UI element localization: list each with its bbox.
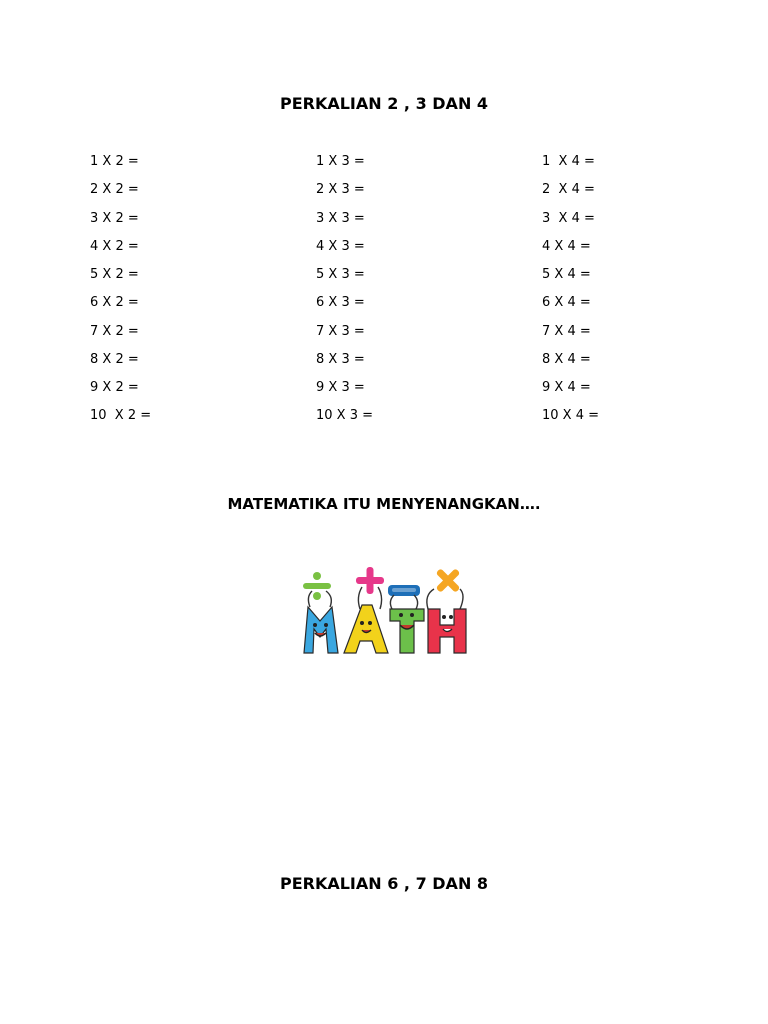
divide-symbol-icon: [303, 572, 331, 600]
equation-row: 2 X 4 =: [542, 182, 595, 198]
equation-row: 8 X 4 =: [542, 351, 591, 367]
equation-row: 5 X 4 =: [542, 267, 591, 282]
section-subtitle: MATEMATIKA ITU MENYENANGKAN….: [227, 495, 541, 513]
page-title: PERKALIAN 2 , 3 DAN 4: [279, 94, 489, 113]
equation-row: 7 X 4 =: [542, 323, 591, 339]
letter-m-icon: [304, 607, 338, 653]
equation-row: 1 X 2 =: [90, 154, 139, 169]
equation-row: 3 X 4 =: [542, 210, 595, 226]
equation-row: 5 X 2 =: [90, 267, 139, 282]
equation-row: 9 X 4 =: [542, 380, 591, 395]
multiplication-column-2: [90, 154, 151, 437]
section-title: PERKALIAN 6 , 7 DAN 8: [279, 874, 489, 893]
equation-row: 3 X 2 =: [90, 210, 139, 226]
equation-row: 4 X 2 =: [90, 238, 139, 254]
equation-row: 7 X 2 =: [90, 323, 139, 339]
multiplication-column-4: [542, 154, 599, 437]
equation-row: 4 X 3 =: [316, 238, 365, 254]
letter-t-icon: [390, 609, 424, 653]
equation-row: 7 X 3 =: [316, 323, 365, 339]
letter-a-icon: [344, 605, 388, 653]
equation-row: 10 X 2 =: [90, 408, 152, 424]
equation-row: 9 X 3 =: [316, 380, 365, 395]
equation-row: 10 X 4 =: [542, 408, 600, 424]
equation-row: 1 X 4 =: [542, 154, 595, 169]
equation-row: 3 X 3 =: [316, 210, 365, 226]
equation-row: 8 X 3 =: [316, 351, 365, 367]
equation-row: 5 X 3 =: [316, 267, 365, 282]
equation-row: 1 X 3 =: [316, 154, 365, 169]
equation-row: 6 X 4 =: [542, 295, 591, 311]
equation-row: 6 X 3 =: [316, 295, 365, 311]
math-logo-image: [300, 565, 470, 657]
equation-row: 9 X 2 =: [90, 380, 139, 395]
minus-symbol-icon: [388, 585, 420, 596]
equation-row: 8 X 2 =: [90, 351, 139, 367]
equation-row: 10 X 3 =: [316, 408, 374, 424]
equation-row: 4 X 4 =: [542, 238, 591, 254]
times-symbol-icon: [436, 568, 461, 593]
equation-row: 2 X 2 =: [90, 182, 139, 198]
multiplication-column-3: [316, 154, 373, 437]
letter-h-icon: [428, 609, 466, 653]
equation-row: 2 X 3 =: [316, 182, 365, 198]
equation-row: 6 X 2 =: [90, 295, 139, 311]
